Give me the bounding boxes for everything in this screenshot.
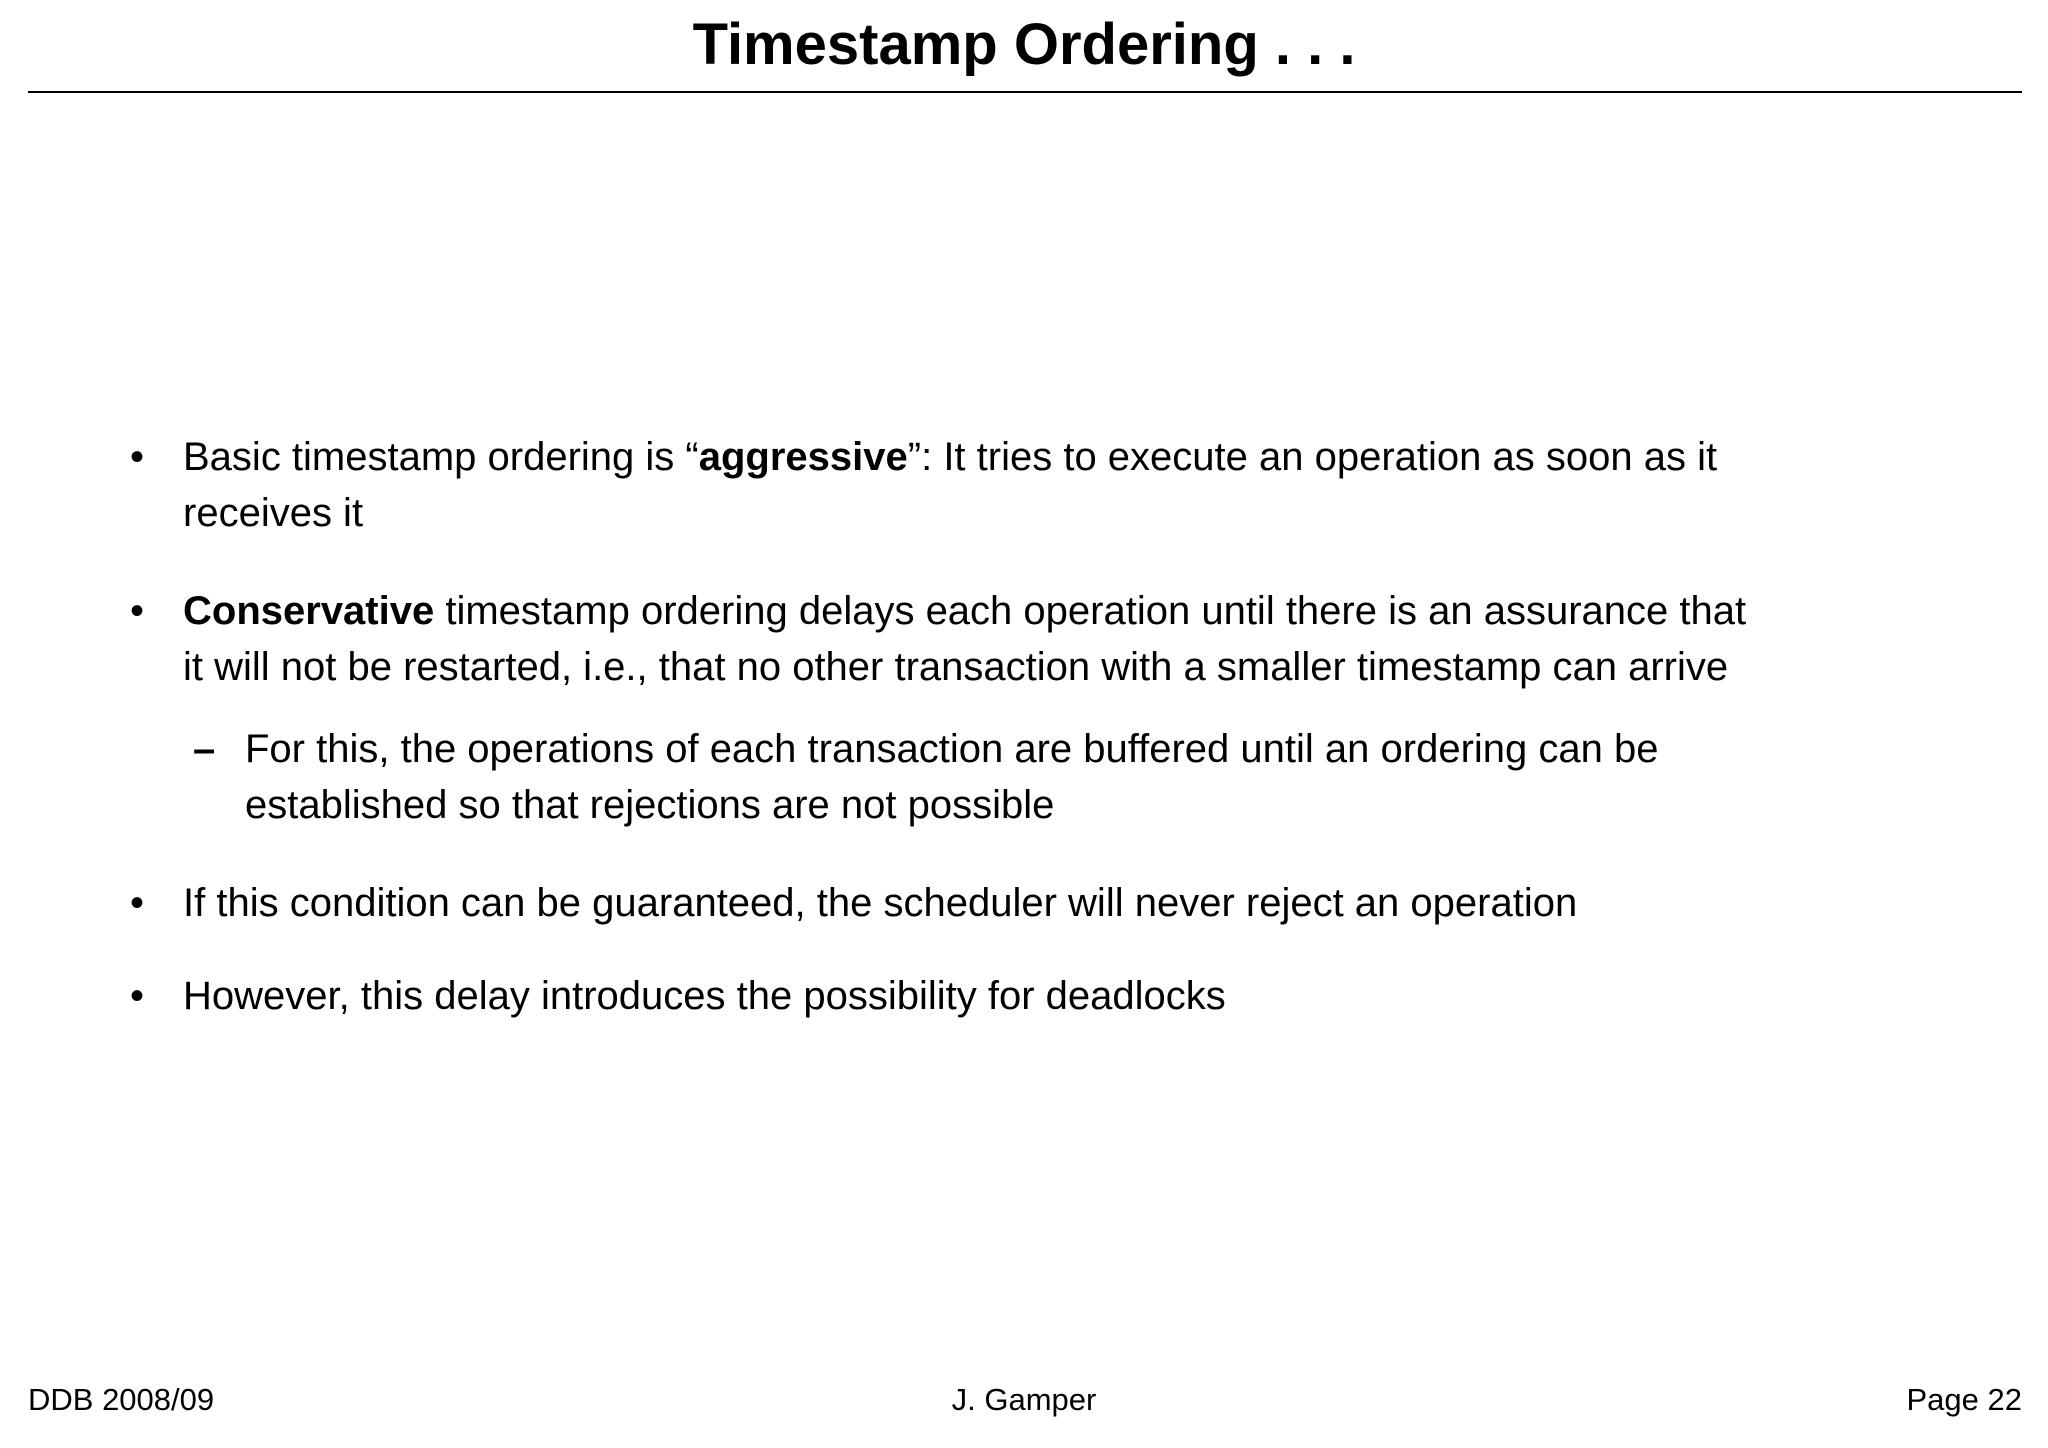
bullet-1-line-2: receives it bbox=[183, 491, 364, 535]
bullet-4-line-1: However, this delay introduces the possibility for deadlocks bbox=[183, 974, 1226, 1018]
bullet-2-line-1 bbox=[183, 583, 1746, 639]
bullet-marker: • bbox=[130, 881, 145, 925]
footer-course: DDB 2008/09 bbox=[28, 1382, 215, 1417]
bullet-1-text-b: ”: It tries to execute an operation as soon as it bbox=[907, 435, 1718, 479]
slide-title: Timestamp Ordering . . . bbox=[692, 12, 1356, 77]
bullet-2-text: timestamp ordering delays each operation until there is an assurance that bbox=[434, 589, 1747, 633]
bullet-marker: • bbox=[130, 589, 145, 633]
bullet-2-line-2: it will not be restarted, i.e., that no other transaction with a smaller timestamp can arrive bbox=[183, 645, 1729, 689]
footer-author: J. Gamper bbox=[951, 1382, 1097, 1417]
bullet-1-emphasis: aggressive bbox=[698, 435, 908, 479]
bullet-1-text-a: Basic timestamp ordering is “ bbox=[183, 435, 699, 479]
bullet-marker: • bbox=[130, 974, 145, 1018]
bullet-2-emphasis: Conservative bbox=[183, 589, 435, 633]
bullet-marker: • bbox=[130, 435, 145, 479]
sub-bullet-line-1: For this, the operations of each transaction are buffered until an ordering can be bbox=[245, 727, 1659, 771]
sub-bullet-line-2: established so that rejections are not possible bbox=[245, 783, 1055, 827]
sub-bullet-marker: – bbox=[193, 727, 216, 771]
bullet-3-line-1: If this condition can be guaranteed, the scheduler will never reject an operation bbox=[183, 881, 1578, 925]
title-divider bbox=[28, 91, 2022, 93]
footer-page-number: Page 22 bbox=[1906, 1382, 2022, 1417]
bullet-1-line-1 bbox=[183, 429, 1717, 485]
